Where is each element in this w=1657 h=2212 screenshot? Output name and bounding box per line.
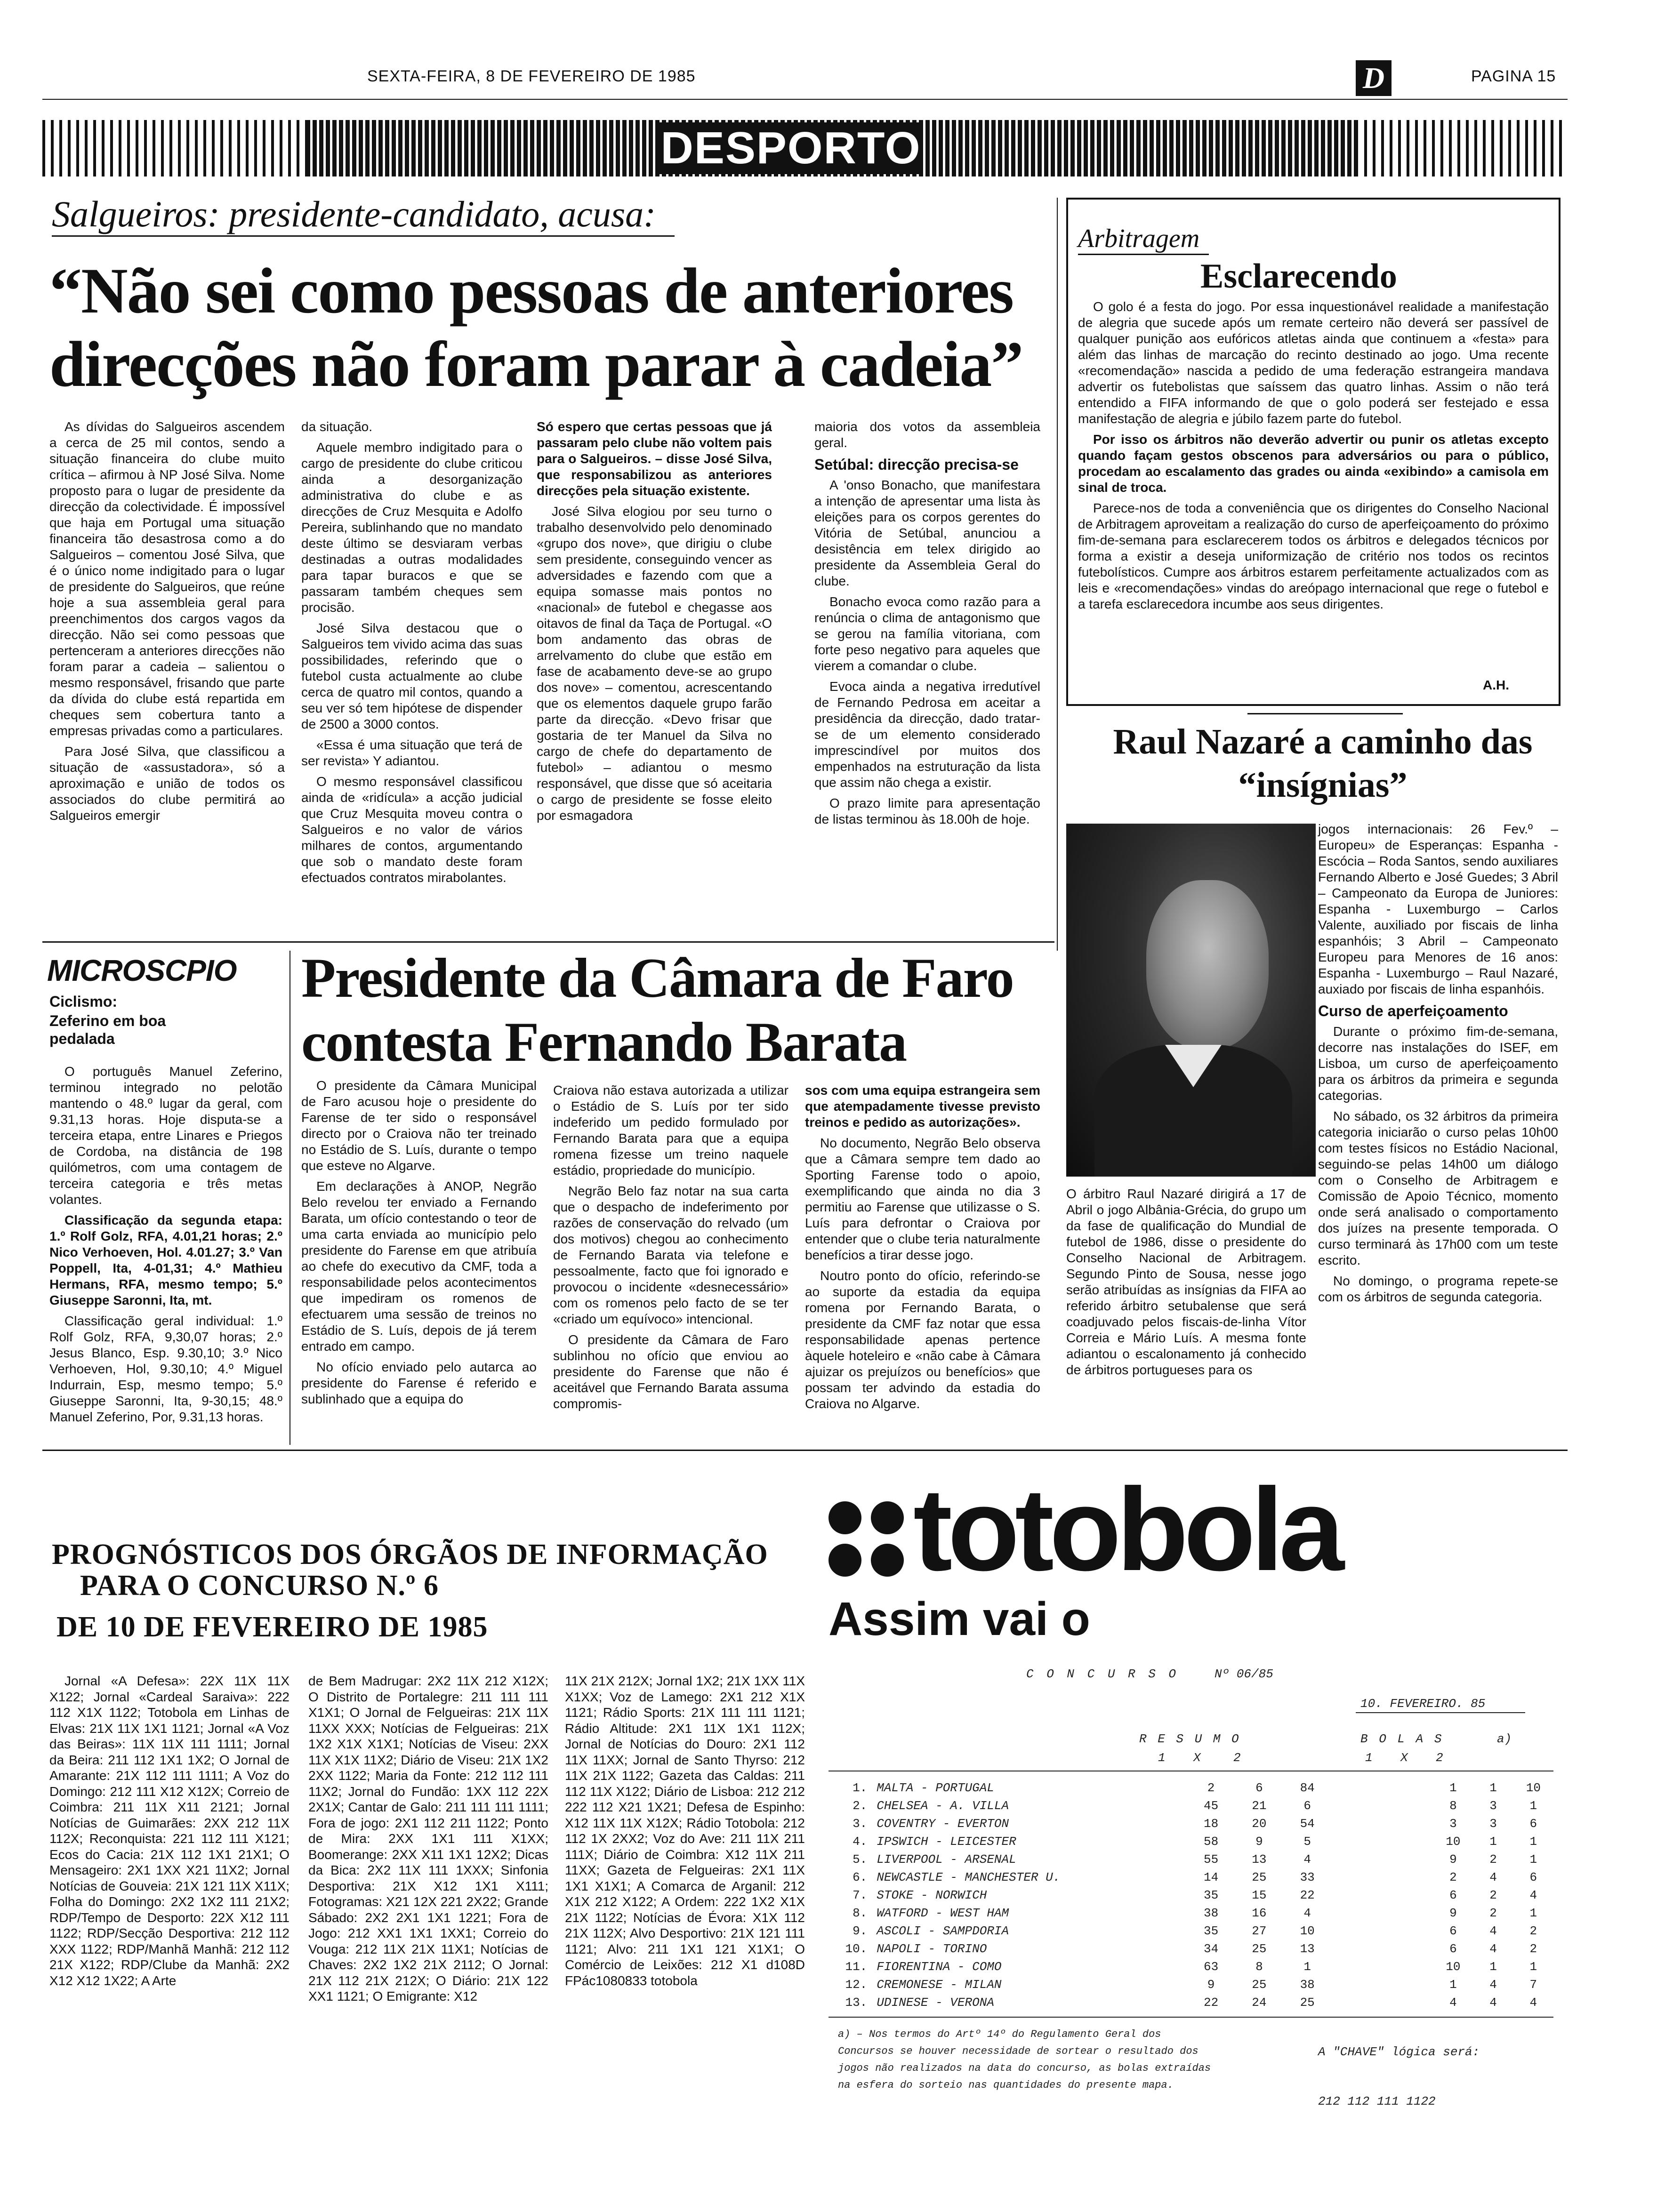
result-row: [828, 1904, 1553, 1922]
paragraph: Classificação geral individual: 1.º Rolf Golz, RFA, 9,30,07 horas; 2.º Jesus Blanco, Esp. 9.30,10; 3.º Nico Verhoeven, Hol, 9.30,10; 4.º Miguel Indurrain, Esp, mesmo tempo; 5.º Giuseppe Saronni, Ita, 9-30,15; 48.º Manuel Zeferino, Por, 9.31,13 horas.: [49, 1314, 282, 1424]
spacer: [1331, 1958, 1433, 1976]
bolas-x: 4: [1489, 1870, 1497, 1884]
match-number: 6.: [853, 1870, 868, 1884]
bolas-2: 10: [1526, 1781, 1541, 1795]
paragraph: «Essa é uma situação que terá de ser revista» Y adiantou.: [301, 737, 523, 768]
resumo-1: 63: [1204, 1960, 1219, 1974]
main-col-2: [301, 419, 523, 890]
paragraph: No ofício enviado pelo autarca ao presidente do Farense é referido e sublinhado que a equipa do: [301, 1360, 537, 1406]
resumo-1: 38: [1204, 1906, 1219, 1920]
bolas-1: 1: [1449, 1978, 1457, 1992]
spacer: [1331, 1922, 1433, 1940]
resumo-col-head-x: X: [1193, 1751, 1201, 1765]
bolas-1: 3: [1449, 1817, 1457, 1831]
paragraph: O presidente da Câmara de Faro sublinhou no ofício que enviou ao presidente do Farense que não é aceitável que Fernando Barata assuma compromis-: [553, 1332, 788, 1411]
resumo-col-head-2: 2: [1233, 1751, 1241, 1765]
bolas-2: 1: [1529, 1799, 1537, 1813]
resumo-2: 25: [1300, 1996, 1315, 2010]
bolas-1: 4: [1449, 1996, 1457, 2010]
paragraph: Noutro ponto do ofício, referindo-se ao suporte da estadia da equipa romena por Fernando Barata, o presidente da CMF faz notar que essa responsabilidade apenas pertence àquele hoteleiro e «não cabe à Câmara ajuizar os prejuízos ou benefícios» que possam ter advindo da estadia do Craiova no Algarve.: [805, 1268, 1040, 1411]
bolas-x: 4: [1489, 1996, 1497, 2010]
main-col-3: [537, 419, 772, 828]
paragraph: de Bem Madrugar: 2X2 11X 212 X12X; O Distrito de Portalegre: 211 111 111 X1X1; O Jornal de Felgueiras: 21X 11X 11XX XXX; Notícias de Felgueiras: 21X 1X2 X1X X1X1; Notícias de Viseu: 2XX 11X X1X 11X2; Diário de Viseu: 21X 1X2 2XX 1122; Maria da Fonte: 212 112 111 11X2; Jornal do Fundão: 1XX 112 22X 2X1X; Cantar de Galo: 211 111 111 1111; Fora de jogo: 2X1 112 211 1122; Ponto de Mira: 2XX 1X1 111 X1XX; Boomerange: 2XX X11 1X1 12X2; Dicas da Bica: 2X2 11X 111 1XXX; Sinfonia Desportiva: 21X X12 1X1 X111; Fotogramas: X21 12X 221 2X22; Grande Sábado: 2X2 2X1 1X1 1221; Fora de Jogo: 212 XX1 1X1 1XX1; Correio do Vouga: 212 11X 21X 11X1; Notícias de Chaves: 2X2 1X2 21X 2112; O Jornal: 21X 112 21X 212X; O Diário: 21X 122 XX1 1121; O Emigrante: X12: [308, 1674, 548, 2004]
prognosticos-col-1: [49, 1673, 290, 1993]
bolas-2: 6: [1529, 1870, 1537, 1884]
resumo-1: 35: [1204, 1924, 1219, 1938]
match-number: 3.: [853, 1817, 868, 1831]
paragraph: Parece-nos de toda a conveniência que os dirigentes do Conselho Nacional de Arbitragem aproveitam a realização do curso de aperfeiçoamento do próximo fim-de-semana para esclarecerem todos os árbitros e delegados técnicos por forma a existir a deseja uniformização de critério nos todos os recintos futebolísticos. Cumpre aos árbitros estarem perfeitamente actualizados com as leis e «recomendações» vindas do areópago internacional que rege o futebol e a tarefa esclarecedora incumbe aos seus dirigentes.: [1078, 501, 1549, 611]
resumo-x: 13: [1252, 1852, 1267, 1867]
resumo-x: 25: [1252, 1870, 1267, 1884]
bolas-1: 10: [1446, 1835, 1461, 1849]
match-teams: CHELSEA - A. VILLA: [877, 1799, 1009, 1813]
spacer: [1331, 1886, 1433, 1904]
bolas-1: 9: [1449, 1852, 1457, 1867]
faro-headline: Presidente da Câmara de Faro contesta Fernando Barata: [301, 946, 1014, 1073]
paragraph: Só espero que certas pessoas que já passaram pelo clube não voltem pais para o Salgueiros. – disse José Silva, que responsabilizou as anteriores direcções pela situação existente.: [537, 419, 772, 498]
resumo-1: 34: [1204, 1942, 1219, 1956]
resumo-2: 5: [1303, 1835, 1311, 1849]
main-kicker: Salgueiros: presidente-candidato, acusa:: [52, 193, 675, 237]
paragraph: No sábado, os 32 árbitros da primeira categoria iniciarão o curso pelas 10h00 com testes físicos no Estádio Nacional, seguindo-se pelas 14h00 um diálogo com o Conselho de Arbitragem e Comissão de Apoio Técnico, momento onde será analisado o comportamento dos juízes na presente temporada. O curso terminará às 17h00 com um teste escrito.: [1318, 1109, 1558, 1267]
paragraph: No documento, Negrão Belo observa que a Câmara sempre tem dado ao Sporting Farense todo o apoio, exemplificando que ainda no dia 3 permitiu ao Farense que utilizasse o S. Luís para defrontar o Craiova por entender que o clube teria naturalmente benefícios a tirar desse jogo.: [805, 1136, 1040, 1262]
resumo-1: 2: [1207, 1781, 1215, 1795]
paragraph: O mesmo responsável classificou ainda de «ridícula» a acção judicial que Cruz Mesquita moveu contra o Salgueiros e no valor de vários milhares de contos, argumentando que sob o mandato deste foram efectuados contratos mirabolantes.: [301, 774, 523, 885]
nazare-left-col: [1066, 1186, 1306, 1383]
resumo-label: R E S U M O: [1139, 1732, 1241, 1746]
resumo-x: 15: [1252, 1888, 1267, 1902]
main-headline: “Não sei como pessoas de anteriores direcções não foram parar à cadeia”: [49, 255, 1023, 400]
bolas-x: 1: [1489, 1781, 1497, 1795]
resumo-2: 6: [1303, 1799, 1311, 1813]
bolas-label: B O L A S: [1360, 1732, 1444, 1746]
paragraph: O português Manuel Zeferino, terminou integrado no pelotão mantendo o 48.º lugar da geral, com 9.31,13 horas. Hoje disputa-se a terceira etapa, entre Linares e Priegos de Cordoba, na distância de 198 quilómetros, com uma contagem de terceira categoria e três metas volantes.: [49, 1064, 282, 1207]
resumo-1: 22: [1204, 1996, 1219, 2010]
resumo-2: 4: [1303, 1852, 1311, 1867]
paragraph: Craiova não estava autorizada a utilizar o Estádio de S. Luís por ter sido indeferido um pedido formulado por Fernando Barata para que a equipa romena fizesse um treino naquele estádio, propriedade do município.: [553, 1083, 788, 1178]
resumo-1: 35: [1204, 1888, 1219, 1902]
paragraph: jogos internacionais: 26 Fev.º – Europeu» de Esperanças: Espanha - Escócia – Roda Santos, sendo auxiliares Fernando Alberto e José Guedes; 3 Abril – Campeonato da Europa de Juniores: Espanha - Luxemburgo – Carlos Valente, auxiliado por fiscais de linha espanhóis; 3 Abril – Campeonato Europeu para Menores de 16 anos: Espanha - Luxemburgo – Raul Nazaré, auxiado por fiscais de linha espanhóis.: [1318, 822, 1558, 996]
totobola-subtitle: Assim vai o: [828, 1593, 1090, 1645]
paragraph: José Silva elogiou por seu turno o trabalho desenvolvido pelo denominado «grupo dos nove», que dirigiu o clube sem presidente, conseguindo vencer as adversidades e fazendo com que a equipa somasse mais pontos no «nacional» de futebol e chegasse aos oitavos de final da Taça de Portugal. «O bom andamento das obras de arrelvamento do clube que estão em fase de acabamento deve-se ao grupo dos nove» – comentou, acrescentando que os elementos daquele grupo farão parte da direcção. «Devo frisar que gostaria de ter Manuel da Silva no cargo de chefe do departamento de futebol» – adiantou o mesmo responsável, que disse que só aceitaria o cargo de presidente se fosse eleito por esmagadora: [537, 504, 772, 823]
chave-label: A "CHAVE" lógica será:: [1318, 2045, 1480, 2059]
resumo-x: 8: [1255, 1960, 1263, 1974]
faro-col-3: [805, 1082, 1040, 1417]
bolas-2: 1: [1529, 1835, 1537, 1849]
match-teams: COVENTRY - EVERTON: [877, 1817, 1009, 1831]
paragraph: Negrão Belo faz notar na sua carta que o despacho de indeferimento por razões de conservação do relvado (um dos motivos) chegou ao conhecimento de Fernando Barata via telefone e pessoalmente, facto que foi ignorado e provocou o incidente «desnecessário» com os romenos pelo facto de se ter «criado um equívoco» intencional.: [553, 1184, 788, 1326]
nazare-right-col: [1318, 821, 1558, 1310]
lower-rule: [42, 1450, 1568, 1451]
result-row: [828, 1976, 1553, 1994]
paragraph: Jornal «A Defesa»: 22X 11X 11X X122; Jornal «Cardeal Saraiva»: 222 112 X1X 1122; Totobola em Linhas de Elvas: 21X 11X 1X1 1121; Jornal «A Voz das Beiras»: 11X 11X 111 1111; Jornal da Beira: 211 112 1X1 1X2; O Jornal de Amarante: 21X 112 111 1111; A Voz do Domingo: 212 111 X12 X12X; Correio de Coimbra: 211 11X X11 2121; Jornal Notícias de Guimarães: 2XX 212 11X 112X; Reconquista: 221 112 111 X121; Ecos do Cacia: 21X 112 1X1 21X1; O Mensageiro: 2X1 1XX X21 11X2; Jornal Notícias de Gouveia: 21X 121 11X X11X; Folha do Domingo: 2X2 1X2 111 21X2; RDP/Tempo de Desporto: 22X X12 111 1122; RDP/Secção Desportiva: 212 112 XXX 1122; RDP/Manhã Manhã: 212 112 21X X122; RDP/Clube da Manhã: 2X2 X12 X12 1X22; A Arte: [49, 1674, 290, 1988]
bolas-x: 1: [1489, 1835, 1497, 1849]
bolas-1: 8: [1449, 1799, 1457, 1813]
prognosticos-title: [52, 1539, 828, 1643]
totobola-logo-icon: [828, 1501, 904, 1577]
match-teams: STOKE - NORWICH: [877, 1888, 987, 1902]
match-teams: NAPOLI - TORINO: [877, 1942, 987, 1956]
paragraph: Bonacho evoca como razão para a renúncia o clima de antagonismo que se gerou na família vitoriana, com forte peso negativo para aqueles que vierem a comandar o clube.: [814, 594, 1040, 673]
resumo-1: 9: [1207, 1978, 1215, 1992]
bolas-2: 4: [1529, 1888, 1537, 1902]
result-row: [828, 1797, 1553, 1815]
match-teams: IPSWICH - LEICESTER: [877, 1835, 1016, 1849]
result-row: [828, 1868, 1553, 1886]
resumo-2: 22: [1300, 1888, 1315, 1902]
paragraph: As dívidas do Salgueiros ascendem a cerca de 25 mil contos, sendo a situação financeira do clube muito crítica – afirmou à NP José Silva. Nome proposto para o lugar de presidente da direcção da colectividade. É impossível que haja em Portugal uma situação financeira tão desastrosa como a do Salgueiros – comentou José Silva, que é o único nome indigitado para o lugar de presidente do Salgueiros, que reúne hoje a sua assembleia geral para preenchimentos dos cargos vagos da direcção. Não sei como pessoas que pertenceram a anteriores direcções não foram parar a cadeia – salientou o mesmo responsável, frisando que parte da dívida do clube está repartida em cheques sem cobertura tanto a empresas privadas como a particulares.: [49, 419, 285, 738]
paragraph: Aquele membro indigitado para o cargo de presidente do clube criticou ainda a desorganização administrativa do clube e as direcções de Cruz Mesquita e Adolfo Pereira, sublinhando que no mandato deste último se desviaram verbas destinadas a outras modalidades para tapar buracos e que se passaram também cheques sem procisão.: [301, 440, 523, 615]
match-number: 9.: [853, 1924, 868, 1938]
result-row: [828, 1922, 1553, 1940]
paragraph: O golo é a festa do jogo. Por essa inquestionável realidade a manifestação de alegria que sucede após um remate certeiro não deverá ser passível de qualquer punição aos eufóricos atletas ainda que continuem a «festa» para além das linhas de marcação do recinto destinado ao jogo. Uma recente «recomendação» nascida a pedido de uma federação estrangeira mandava advertir os futebolistas que saíssem das quatro linhas. Assim o não terá entendido a FIFA informando de que o golo poderá ser festejado e essa manifestação de alegria e júbilo fazem parte do futebol.: [1078, 299, 1549, 426]
bolas-col-head-2: 2: [1436, 1751, 1443, 1765]
match-number: 5.: [853, 1852, 868, 1867]
spacer: [1331, 1851, 1433, 1868]
concurso-number: Nº 06/85: [1215, 1667, 1273, 1681]
match-number: 8.: [853, 1906, 868, 1920]
paragraph: sos com uma equipa estrangeira sem que atempadamente tivesse previsto treinos e pedido as autorizações».: [805, 1083, 1040, 1130]
resumo-col-head-1: 1: [1158, 1751, 1166, 1765]
match-number: 7.: [853, 1888, 868, 1902]
paragraph: No domingo, o programa repete-se com os árbitros de segunda categoria.: [1318, 1274, 1558, 1304]
arbitragem-kicker: Arbitragem: [1078, 224, 1209, 255]
faro-col-2: [553, 1082, 788, 1417]
bolas-x: 2: [1489, 1852, 1497, 1867]
bolas-x: 3: [1489, 1817, 1497, 1831]
bolas-x: 2: [1489, 1888, 1497, 1902]
prognosticos-title-line: DE 10 DE FEVEREIRO DE 1985: [56, 1611, 488, 1643]
page-number: PAGINA 15: [1471, 67, 1556, 85]
match-teams: CREMONESE - MILAN: [877, 1978, 1002, 1992]
paragraph: maioria dos votos da assembleia geral.: [814, 419, 1040, 450]
arbitragem-body: [1078, 299, 1549, 617]
paragraph: A 'onso Bonacho, que manifestara a intenção de apresentar uma lista às eleições para os corpos gerentes do Vitória de Setúbal, anunciou a desistência em telex dirigido ao presidente da Assembleia Geral do clube.: [814, 478, 1040, 588]
resumo-x: 9: [1255, 1835, 1263, 1849]
nazare-top-rule: [1247, 713, 1403, 714]
main-col-4: [814, 419, 1040, 832]
resumo-1: 45: [1204, 1799, 1219, 1813]
paragraph: Evoca ainda a negativa irredutível de Fernando Pedrosa em aceitar a presidência da direcção, dado tratar-se de um elemento considerado imprescindível por muitos dos empenhados na estruturação da lista que assim não chega a existir.: [814, 679, 1040, 790]
bolas-1: 2: [1449, 1870, 1457, 1884]
result-row: [828, 1940, 1553, 1958]
bolas-1: 6: [1449, 1942, 1457, 1956]
result-row: [828, 1851, 1553, 1868]
paragraph: O presidente da Câmara Municipal de Faro acusou hoje o presidente do Farense de ter sido o responsável directo por o Craiova não ter treinado no Estádio de S. Luís, durante o tempo que esteve no Algarve.: [301, 1078, 537, 1173]
concurso-date-rule: [1356, 1712, 1525, 1713]
regulation-note: a) – Nos termos do Artº 14º do Regulamento Geral dos Concursos se houver necessidade de sortear o resultado dos jogos não realizados na data do concurso, as bolas extraídas na esfera do sorteio nas quantidades do presente mapa.: [838, 2028, 1211, 2091]
results-table: [828, 1779, 1553, 2012]
microscopio-kicker: Ciclismo:: [49, 993, 118, 1010]
prognosticos-title-line: PROGNÓSTICOS DOS ÓRGÃOS DE INFORMAÇÃO: [52, 1539, 768, 1571]
resumo-x: 24: [1252, 1996, 1267, 2010]
paragraph: O prazo limite para apresentação de listas terminou às 18.00h de hoje.: [814, 796, 1040, 826]
resumo-x: 16: [1252, 1906, 1267, 1920]
arbitragem-headline: Esclarecendo: [1200, 257, 1397, 296]
referee-photo: [1066, 824, 1316, 1177]
bolas-2: 2: [1529, 1942, 1537, 1956]
paragraph: O árbitro Raul Nazaré dirigirá a 17 de Abril o jogo Albânia-Grécia, do grupo um da fase de qualificação do Mundial de futebol de 1986, disse o presidente do Conselho Nacional de Arbitragem. Segundo Pinto de Sousa, nesse jogo serão atribuídas as insígnias da FIFA ao referido árbitro setubalense que será coadjuvado pelos fiscais-de-linha Vítor Correia e Mário Luís. A mesma fonte adiantou o escalonamento já conhecido de árbitros portugueses para os: [1066, 1186, 1306, 1377]
concurso-label: C O N C U R S O: [1026, 1667, 1179, 1681]
match-teams: ASCOLI - SAMPDORIA: [877, 1924, 1009, 1938]
spacer: [1331, 1779, 1433, 1797]
page-date: SEXTA-FEIRA, 8 DE FEVEREIRO DE 1985: [367, 67, 696, 85]
match-number: 13.: [845, 1996, 868, 2010]
prognosticos-col-2: [308, 1673, 548, 2009]
faro-col-1: [301, 1078, 537, 1412]
bolas-1: 6: [1449, 1924, 1457, 1938]
section-title: DESPORTO: [659, 122, 923, 174]
bolas-x: 2: [1489, 1906, 1497, 1920]
bolas-1: 6: [1449, 1888, 1457, 1902]
bolas-col-head-1: 1: [1365, 1751, 1373, 1765]
totobola-brand: totobola: [913, 1464, 1340, 1595]
results-table-rule-bottom: [828, 2017, 1553, 2018]
match-teams: FIORENTINA - COMO: [877, 1960, 1002, 1974]
resumo-2: 33: [1300, 1870, 1315, 1884]
resumo-2: 38: [1300, 1978, 1315, 1992]
spacer: [1331, 1797, 1433, 1815]
subhead-setubal: Setúbal: direcção precisa-se: [814, 456, 1019, 473]
resumo-2: 1: [1303, 1960, 1311, 1974]
resumo-x: 25: [1252, 1978, 1267, 1992]
resumo-x: 20: [1252, 1817, 1267, 1831]
resumo-1: 55: [1204, 1852, 1219, 1867]
nazare-headline: Raul Nazaré a caminho das “insígnias”: [1113, 722, 1533, 805]
spacer: [1331, 1994, 1433, 2012]
result-row: [828, 1779, 1553, 1797]
paragraph: Durante o próximo fim-de-semana, decorre nas instalações do ISEF, em Lisboa, um curso de aperfeiçoamento para os árbitros da primeira e segunda categorias.: [1318, 1024, 1558, 1103]
bolas-col-head-x: X: [1400, 1751, 1408, 1765]
resumo-x: 21: [1252, 1799, 1267, 1813]
resumo-1: 18: [1204, 1817, 1219, 1831]
bolas-x: 4: [1489, 1942, 1497, 1956]
match-number: 10.: [845, 1942, 868, 1956]
bolas-1: 10: [1446, 1960, 1461, 1974]
bolas-2: 1: [1529, 1852, 1537, 1867]
result-row: [828, 1815, 1553, 1833]
bolas-x: 4: [1489, 1924, 1497, 1938]
main-col-1: [49, 419, 285, 828]
subhead-curso: Curso de aperfeiçoamento: [1318, 1002, 1508, 1019]
resumo-1: 58: [1204, 1835, 1219, 1849]
match-number: 2.: [853, 1799, 868, 1813]
paragraph: 11X 21X 212X; Jornal 1X2; 21X 1XX 11X X1XX; Voz de Lamego: 2X1 212 X1X 1121; Rádio Sports: 21X 111 111 1121; Rádio Altitude: 2X1 11X 1X1 112X; Jornal de Notícias do Douro: 2X1 112 11X 11XX; Jornal de Santo Thyrso: 212 11X 21X 1122; Gazeta das Caldas: 211 112 11X X122; Diário de Lisboa: 212 212 222 112 X21 1X21; Defesa de Espinho: X12 11X 11X X12X; Rádio Totobola: 212 112 1X 2XX2; Voz do Ave: 211 11X 211 111X; Diário de Coimbra: X12 11X 211 11XX; Gazeta de Felgueiras: 2X1 11X 1X1 X1X1; A Comarca de Arganil: 212 X1X 212 X122; A Ordem: 222 1X2 X1X 21X 1122; Notícias de Évora: X1X 112 21X 112X; Alvo Desportivo: 21X 121 111 1121; Alvo: 211 1X1 121 X1X1; O Comércio de Leixões: 212 X1 d108D FPác1080833 totobola: [565, 1674, 805, 1988]
concurso-date: 10. FEVEREIRO. 85: [1360, 1697, 1486, 1711]
chave-value: 212 112 111 1122: [1318, 2094, 1436, 2108]
microscopio-title: Zeferino em boa pedalada: [49, 1012, 166, 1047]
resumo-2: 84: [1300, 1781, 1315, 1795]
match-number: 1.: [853, 1781, 868, 1795]
bolas-2: 6: [1529, 1817, 1537, 1831]
paragraph: Para José Silva, que classificou a situação de «assustadora», só a aproximação e união de todos os associados do clube permitirá ao Salgueiros emergir: [49, 744, 285, 823]
totobola-sheet: [828, 1661, 1563, 2141]
prognosticos-col-3: [565, 1673, 805, 1993]
match-number: 11.: [845, 1960, 868, 1974]
bolas-x: 1: [1489, 1960, 1497, 1974]
spacer: [1331, 1815, 1433, 1833]
paragraph: da situação.: [301, 419, 372, 434]
prognosticos-title-line: PARA O CONCURSO N.º 6: [80, 1570, 439, 1602]
microscopio-body: [49, 1064, 282, 1430]
resumo-1: 14: [1204, 1870, 1219, 1884]
bolas-1: 1: [1449, 1781, 1457, 1795]
spacer: [1331, 1976, 1433, 1994]
resumo-2: 10: [1300, 1924, 1315, 1938]
match-teams: LIVERPOOL - ARSENAL: [877, 1852, 1016, 1867]
result-row: [828, 1958, 1553, 1976]
spacer: [1331, 1904, 1433, 1922]
match-teams: MALTA - PORTUGAL: [877, 1781, 994, 1795]
resumo-2: 4: [1303, 1906, 1311, 1920]
bolas-x: 3: [1489, 1799, 1497, 1813]
resumo-x: 6: [1255, 1781, 1263, 1795]
paragraph: Em declarações à ANOP, Negrão Belo revelou ter enviado a Fernando Barata, um ofício contestando o teor de uma carta enviada ao município pelo presidente do Farense em que atribuía ao chefe do executivo da CMF, toda a responsabilidade pelos acontecimentos que impediram os romenos de efectuarem uma sessão de treinos no Estádio de S. Luís, depois de já terem entrado em campo.: [301, 1179, 537, 1354]
sidebar-divider: [1057, 198, 1058, 951]
mid-rule: [42, 941, 1054, 943]
match-teams: WATFORD - WEST HAM: [877, 1906, 1009, 1920]
result-row: [828, 1886, 1553, 1904]
spacer: [1331, 1833, 1433, 1851]
resumo-2: 13: [1300, 1942, 1315, 1956]
bolas-x: 4: [1489, 1978, 1497, 1992]
newspaper-logo: D: [1356, 60, 1392, 96]
bolas-2: 7: [1529, 1978, 1537, 1992]
paragraph: José Silva destacou que o Salgueiros tem vivido acima das suas possibilidades, referindo que o futebol custa actualmente ao clube cerca de quatro mil contos, quando a seu ver só tem hipótese de dispender de 2500 a 3000 contos.: [301, 621, 523, 731]
resumo-2: 54: [1300, 1817, 1315, 1831]
bolas-2: 2: [1529, 1924, 1537, 1938]
bolas-2: 4: [1529, 1996, 1537, 2010]
spacer: [1331, 1940, 1433, 1958]
bolas-1: 9: [1449, 1906, 1457, 1920]
bolas-2: 1: [1529, 1960, 1537, 1974]
header-rule: [42, 99, 1568, 100]
paragraph: Classificação da segunda etapa: 1.º Rolf Golz, RFA, 4.01,21 horas; 2.º Nico Verhoeven, Hol. 4.01.27; 3.º Van Poppell, Ita, 4-01,31; 4.º Mathieu Hermans, RFA, mesmo tempo; 5.º Giuseppe Saronni, Ita, mt.: [49, 1213, 282, 1307]
bolas-note-mark: a): [1497, 1732, 1512, 1746]
result-row: [828, 1994, 1553, 2012]
resumo-x: 25: [1252, 1942, 1267, 1956]
spacer: [1331, 1868, 1433, 1886]
match-number: 12.: [845, 1978, 868, 1992]
result-row: [828, 1833, 1553, 1851]
arbitragem-signature: A.H.: [1483, 678, 1509, 692]
photo-face: [1146, 880, 1269, 1050]
microscopio-logo: MICROSCPIO: [47, 954, 237, 987]
paragraph: Por isso os árbitros não deverão advertir ou punir os atletas excepto quando façam gestos obscenos para adversários ou para o público, procedam ao escalamento das grades ou ainda «exibindo» a camisola em sinal de troca.: [1078, 432, 1549, 495]
match-teams: NEWCASTLE - MANCHESTER U.: [877, 1870, 1061, 1884]
bolas-2: 1: [1529, 1906, 1537, 1920]
match-teams: UDINESE - VERONA: [877, 1996, 994, 2010]
match-number: 4.: [853, 1835, 868, 1849]
resumo-x: 27: [1252, 1924, 1267, 1938]
